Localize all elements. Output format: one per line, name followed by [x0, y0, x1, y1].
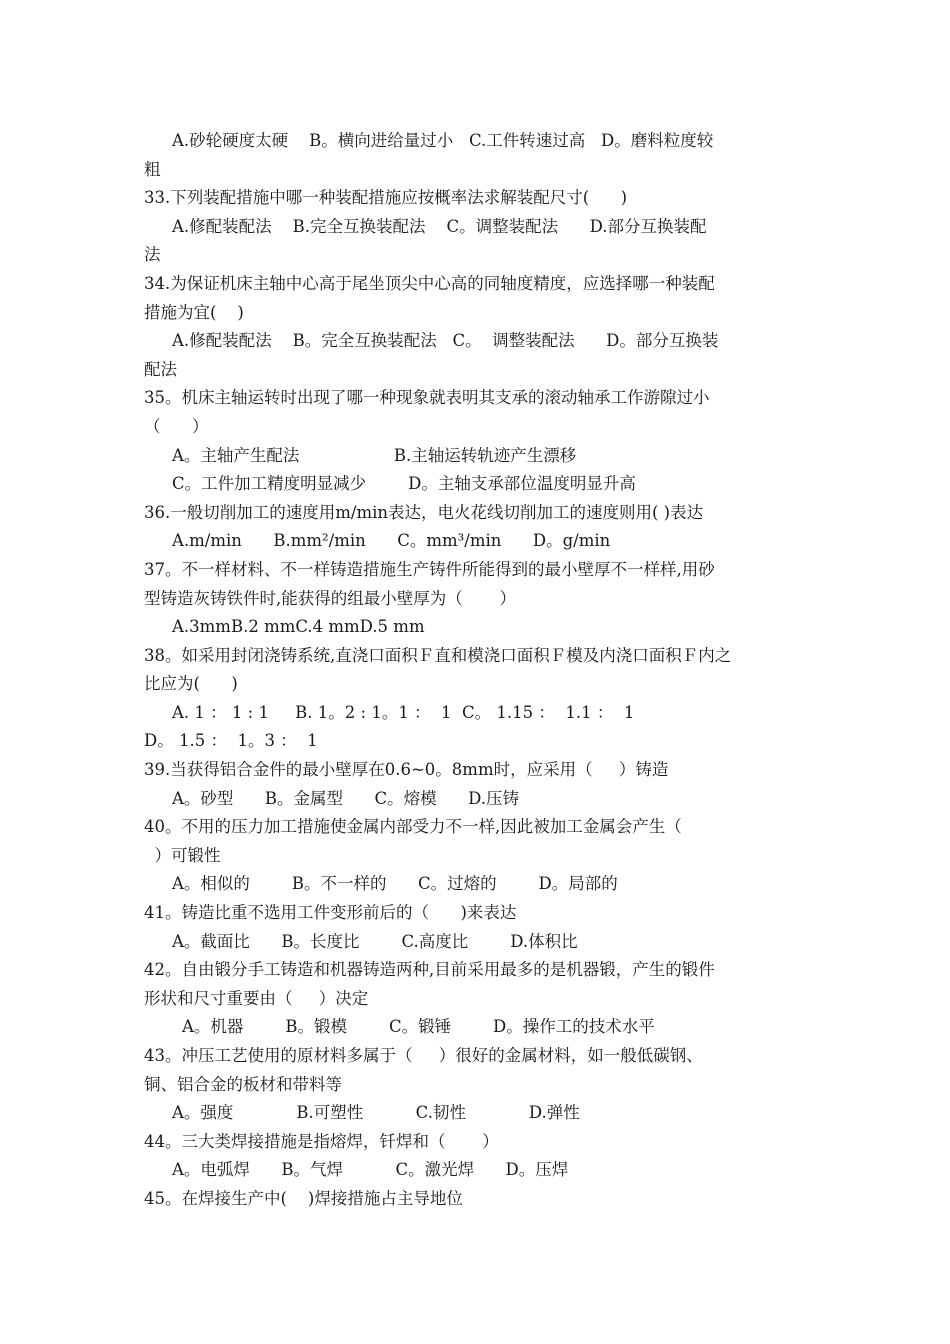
options-37: A.3mmB.2 mmC.4 mmD.5 mm	[172, 617, 425, 637]
options-33: A.修配装配法 B.完全互换装配法 C。调整装配法 D.部分互换装配	[172, 216, 707, 236]
question-45: 45。在焊接生产中( )焊接措施占主导地位	[144, 1188, 463, 1208]
question-43: 43。冲压工艺使用的原材料多属于（ ）很好的金属材料，如一般低碳钢、	[144, 1046, 703, 1065]
question-41: 41。铸造比重不选用工件变形前后的（ )来表达	[144, 903, 517, 923]
question-35: 35。机床主轴运转时出现了哪一种现象就表明其支承的滚动轴承工作游隙过小	[144, 388, 710, 408]
question-40: 40。不用的压力加工措施使金属内部受力不一样,因此被加工金属会产生（	[144, 817, 682, 837]
question-37: 37。不一样材料、不一样铸造措施生产铸件所能得到的最小壁厚不一样样,用砂	[144, 559, 715, 579]
question-42: 42。自由锻分手工铸造和机器铸造两种,目前采用最多的是机器锻，产生的锻件	[144, 960, 715, 980]
question-34: 34.为保证机床主轴中心高于尾坐顶尖中心高的同轴度精度，应选择哪一种装配	[144, 273, 715, 293]
question-36: 36.一般切削加工的速度用m/min表达，电火花线切削加工的速度则用( )表达	[144, 502, 704, 522]
options-38: D。 1.5 ： 1。3 ： 1	[144, 731, 318, 751]
text-line: A.砂轮硬度太硬 B。横向进给量过小 C.工件转速过高 D。磨料粒度较	[172, 131, 714, 150]
text-line: （ ）	[144, 416, 209, 436]
text-line: 配法	[144, 359, 177, 379]
question-38: 38。如采用封闭浇铸系统,直浇口面积Ｆ直和模浇口面积Ｆ模及内浇口面积Ｆ内之	[144, 645, 732, 665]
text-line: 铜、铝合金的板材和带料等	[144, 1074, 342, 1094]
options-35: A。主轴产生配法 B.主轴运转轨迹产生漂移	[172, 445, 577, 465]
options-42: A。机器 B。锻模 C。锻锤 D。操作工的技术水平	[182, 1017, 655, 1037]
text-line: 法	[144, 245, 161, 265]
text-line: 比应为( )	[144, 674, 238, 694]
options-40: A。相似的 B。不一样的 C。过熔的 D。局部的	[172, 874, 618, 894]
options-35: C。工件加工精度明显减少 D。主轴支承部位温度明显升高	[172, 474, 636, 494]
options-43: A。强度 B.可塑性 C.韧性 D.弹性	[172, 1103, 580, 1123]
options-34: A.修配装配法 B。完全互换装配法 C。 调整装配法 D。部分互换装	[172, 331, 719, 351]
text-line: 措施为宜( )	[144, 302, 244, 322]
text-line: 形状和尺寸重要由（ ）决定	[144, 988, 369, 1008]
question-44: 44。三大类焊接措施是指熔焊，钎焊和（ ）	[144, 1131, 499, 1151]
question-39: 39.当获得铝合金件的最小壁厚在0.6~0。8mm时，应采用（ ）铸造	[144, 760, 669, 780]
question-33: 33.下列装配措施中哪一种装配措施应按概率法求解装配尺寸( )	[144, 188, 628, 208]
text-line: ）可锻性	[144, 845, 221, 865]
options-36: A.m/min B.mm²/min C。mm³/min D。g/min	[172, 531, 611, 551]
options-39: A。砂型 B。金属型 C。熔模 D.压铸	[172, 788, 519, 808]
options-41: A。截面比 B。长度比 C.高度比 D.体积比	[172, 931, 578, 951]
options-44: A。电弧焊 B。气焊 C。激光焊 D。压焊	[172, 1160, 569, 1180]
options-38: A. 1 ： 1 : 1 B. 1。2 : 1。1 ： 1 C。 1.15 ： 1.1 ： 1	[172, 702, 635, 722]
exam-page	[144, 127, 816, 1214]
text-line: 型铸造灰铸铁件时,能获得的组最小壁厚为（ ）	[144, 588, 516, 608]
text-line: 粗	[144, 159, 161, 179]
